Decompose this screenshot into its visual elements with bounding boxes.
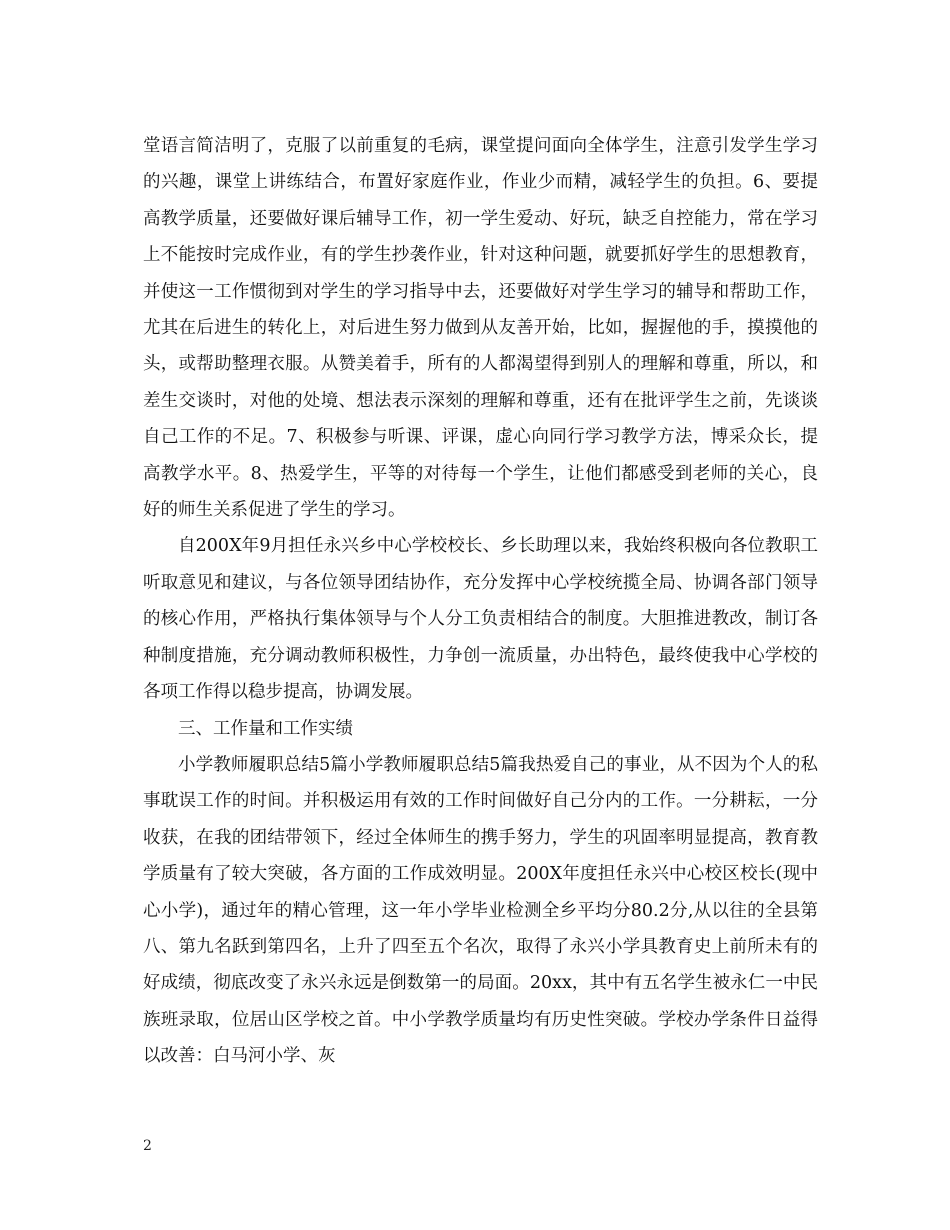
paragraph-continuation: 堂语言简洁明了，克服了以前重复的毛病，课堂提问面向全体学生，注意引发学生学习的兴趣，课堂上讲练结合，布置好家庭作业，作业少而精，减轻学生的负担。6、要提高教学质量，还要做好课后辅导工作，初一学生爱动、好玩，缺乏自控能力，常在学习上不能按时完成作业，有的学生抄袭作业，针对这种问题，就要抓好学生的思想教育，并使这一工作惯彻到对学生的学习指导中去，还要做好对学生学习的辅导和帮助工作，尤其在后进生的转化上，对后进生努力做到从友善开始，比如，握握他的手，摸摸他的头，或帮助整理衣服。从赞美着手，所有的人都渴望得到别人的理解和尊重，所以，和差生交谈时，对他的处境、想法表示深刻的理解和尊重，还有在批评学生之前，先谈谈自己工作的不足。7、积极参与听课、评课，虚心向同行学习教学方法，博采众长，提高教学水平。8、热爱学生，平等的对待每一个学生，让他们都感受到老师的关心，良好的师生关系促进了学生的学习。 xyxy=(143,136,818,521)
document-body xyxy=(143,128,818,1075)
paragraph-achievements: 小学教师履职总结5篇小学教师履职总结5篇我热爱自己的事业，从不因为个人的私事耽误工作的时间。并积极运用有效的工作时间做好自己分内的工作。一分耕耘，一分收获，在我的团结带领下，经过全体师生的携手努力，学生的巩固率明显提高，教育教学质量有了较大突破，各方面的工作成效明显。200X年度担任永兴中心校区校长(现中心小学)，通过年的精心管理，这一年小学毕业检测全乡平均分80.2分,从以往的全县第八、第九名跃到第四名，上升了四至五个名次，取得了永兴小学具教育史上前所未有的好成绩，彻底改变了永兴永远是倒数第一的局面。20xx，其中有五名学生被永仁一中民族班录取，位居山区学校之首。中小学教学质量均有历史性突破。学校办学条件日益得以改善：白马河小学、灰 xyxy=(143,754,818,1067)
section-heading-workload: 三、工作量和工作实绩 xyxy=(178,718,353,739)
page-number: 2 xyxy=(143,1138,152,1154)
paragraph-appointment: 自200X年9月担任永兴乡中心学校校长、乡长助理以来，我始终积极向各位教职工听取意见和建议，与各位领导团结协作，充分发挥中心学校统揽全局、协调各部门领导的核心作用，严格执行集体领导与个人分工负责相结合的制度。大胆推进教改，制订各种制度措施，充分调动教师积极性，力争创一流质量，办出特色，最终使我中心学校的各项工作得以稳步提高，协调发展。 xyxy=(143,536,818,703)
